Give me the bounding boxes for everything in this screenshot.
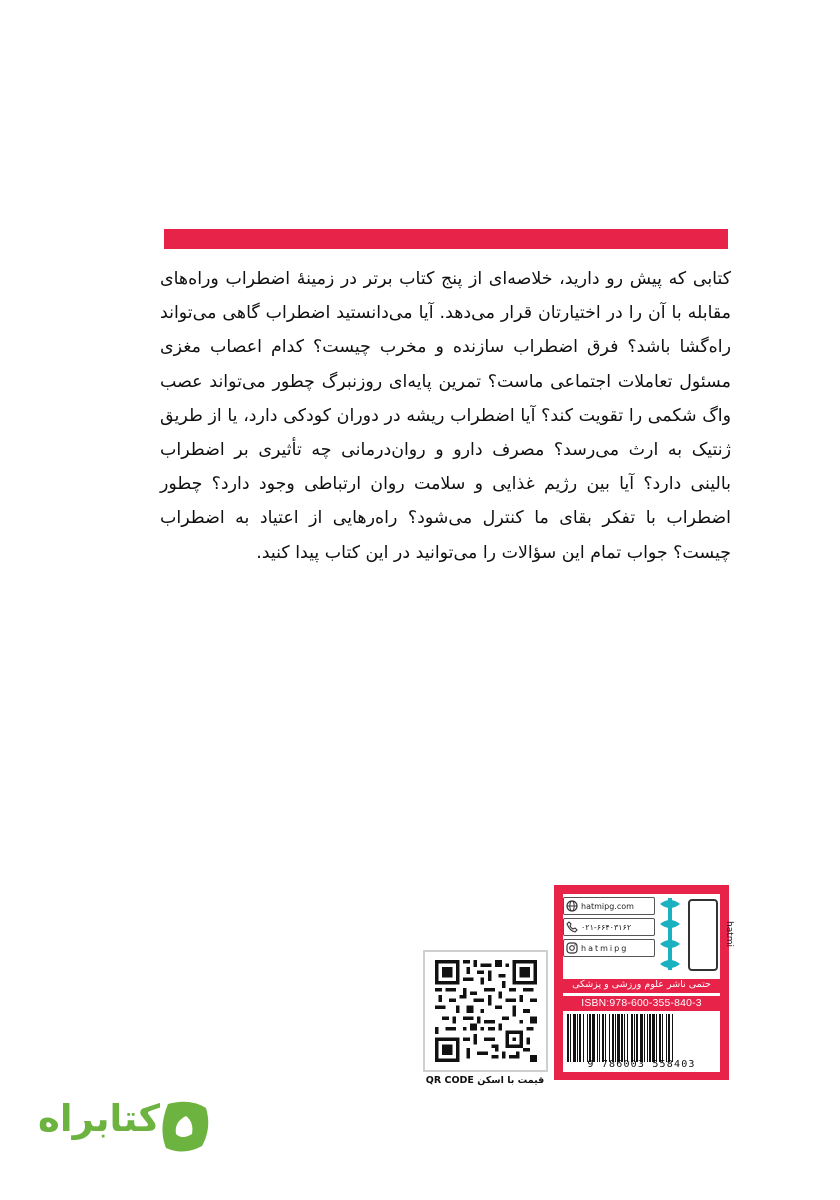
- isbn-number: ISBN:978-600-355-840-3: [563, 996, 720, 1011]
- qr-code-graphic: [435, 960, 537, 1062]
- svg-text:hatmi: hatmi: [724, 920, 734, 948]
- ketabrah-wordmark: کتابراه: [38, 1097, 160, 1140]
- website-text: hatmipg.com: [581, 901, 634, 911]
- qr-code[interactable]: [423, 950, 548, 1072]
- phone-row[interactable]: [563, 918, 655, 936]
- isbn-barcode: [565, 1014, 718, 1062]
- website-row[interactable]: [563, 897, 655, 915]
- publisher-name: حتمی ناشر علوم ورزشی و پزشکی: [563, 979, 720, 993]
- book-description: کتابی که پیش رو دارید، خلاصه‌ای از پنج کتاب برتر در زمینهٔ اضطراب وراه‌های مقابله با آن را در اختیارتان قرار می‌دهد. آیا می‌دانستید اضطراب گاهی می‌تواند راه‌گشا باشد؟ فرق اضطراب سازنده و مخرب چیست؟ کدام اعصاب مغزی مسئول تعاملات اجتماعی ماست؟ تمرین پایه‌ای روزنبرگ چطور می‌تواند عصب واگ شکمی را تقویت کند؟ آیا اضطراب ریشه در دوران کودکی دارد، یا از طریق ژنتیک به ارث می‌رسد؟ مصرف دارو و روان‌درمانی چه تأثیری بر اضطراب بالینی دارد؟ آیا بین رژیم غذایی و سلامت روان ارتباطی وجود دارد؟ چطور اضطراب با تفکر بقای ما کنترل می‌شود؟ راه‌رهایی از اعتیاد به اضطراب چیست؟ جواب تمام این سؤالات را می‌توانید در این کتاب پیدا کنید.: [160, 269, 731, 563]
- publisher-box: [554, 885, 734, 1080]
- red-accent-bar: [164, 229, 728, 249]
- instagram-text: hatmipg: [581, 943, 629, 953]
- globe-icon: [566, 900, 578, 912]
- publisher-inner-panel: [563, 894, 734, 1072]
- phone-text: ۰۲۱-۶۶۴۰۳۱۶۲: [581, 922, 632, 932]
- barcode-digits: 9 786003 558403: [587, 1059, 696, 1070]
- phone-icon: [566, 921, 578, 933]
- instagram-row[interactable]: [563, 939, 655, 957]
- instagram-icon: [566, 942, 578, 954]
- publisher-logo: [656, 894, 734, 974]
- qr-caption: قیمت با اسکن QR CODE: [425, 1075, 545, 1086]
